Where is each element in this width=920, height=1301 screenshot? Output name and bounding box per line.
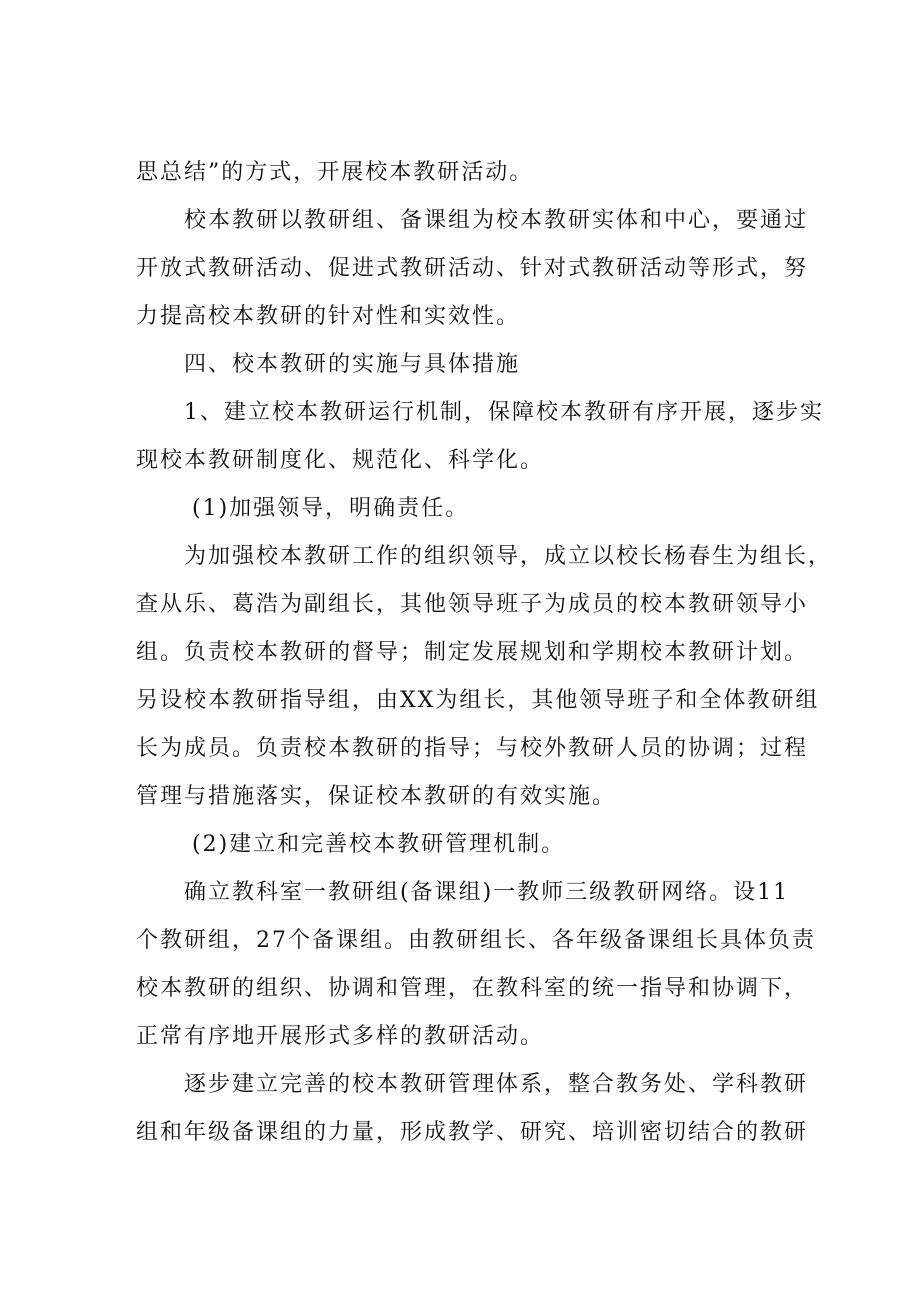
text-line: 校本教研的组织、协调和管理，在教科室的统一指导和协调下，: [136, 976, 809, 1001]
text-line: 思总结”的方式，开展校本教研活动。: [136, 160, 534, 185]
paragraph-start: 为加强校本教研工作的组织领导，成立以校长杨春生为组长，: [184, 544, 833, 569]
paragraph-start: 校本教研以教研组、备课组为校本教研实体和中心，要通过: [184, 208, 809, 233]
text-line: 另设校本教研指导组，由XX为组长，其他领导班子和全体教研组: [136, 688, 820, 713]
text-line: 力提高校本教研的针对性和实效性。: [136, 304, 521, 329]
text-line: 现校本教研制度化、规范化、科学化。: [136, 448, 545, 473]
paragraph-start: 确立教科室一教研组(备课组)一教师三级教研网络。设11: [184, 880, 790, 905]
text-line: 长为成员。负责校本教研的指导；与校外教研人员的协调；过程: [136, 736, 809, 761]
subsection-heading: 1、建立校本教研运行机制，保障校本教研有序开展，逐步实: [184, 400, 824, 425]
item-heading-1: (1)加强领导，明确责任。: [192, 496, 470, 521]
text-line: 组。负责校本教研的督导；制定发展规划和学期校本教研计划。: [136, 640, 809, 665]
text-line: 查从乐、葛浩为副组长，其他领导班子为成员的校本教研领导小: [136, 592, 809, 617]
item-heading-2: (2)建立和完善校本教研管理机制。: [192, 832, 566, 857]
text-line: 组和年级备课组的力量，形成教学、研究、培训密切结合的教研: [136, 1120, 809, 1145]
text-line: 个教研组，27个备课组。由教研组长、各年级备课组长具体负责: [136, 928, 816, 953]
section-heading: 四、校本教研的实施与具体措施: [184, 352, 521, 377]
paragraph-start: 逐步建立完善的校本教研管理体系，整合教务处、学科教研: [184, 1072, 809, 1097]
text-line: 开放式教研活动、促进式教研活动、针对式教研活动等形式，努: [136, 256, 809, 281]
text-line: 正常有序地开展形式多样的教研活动。: [136, 1024, 545, 1049]
text-line: 管理与措施落实，保证校本教研的有效实施。: [136, 784, 617, 809]
